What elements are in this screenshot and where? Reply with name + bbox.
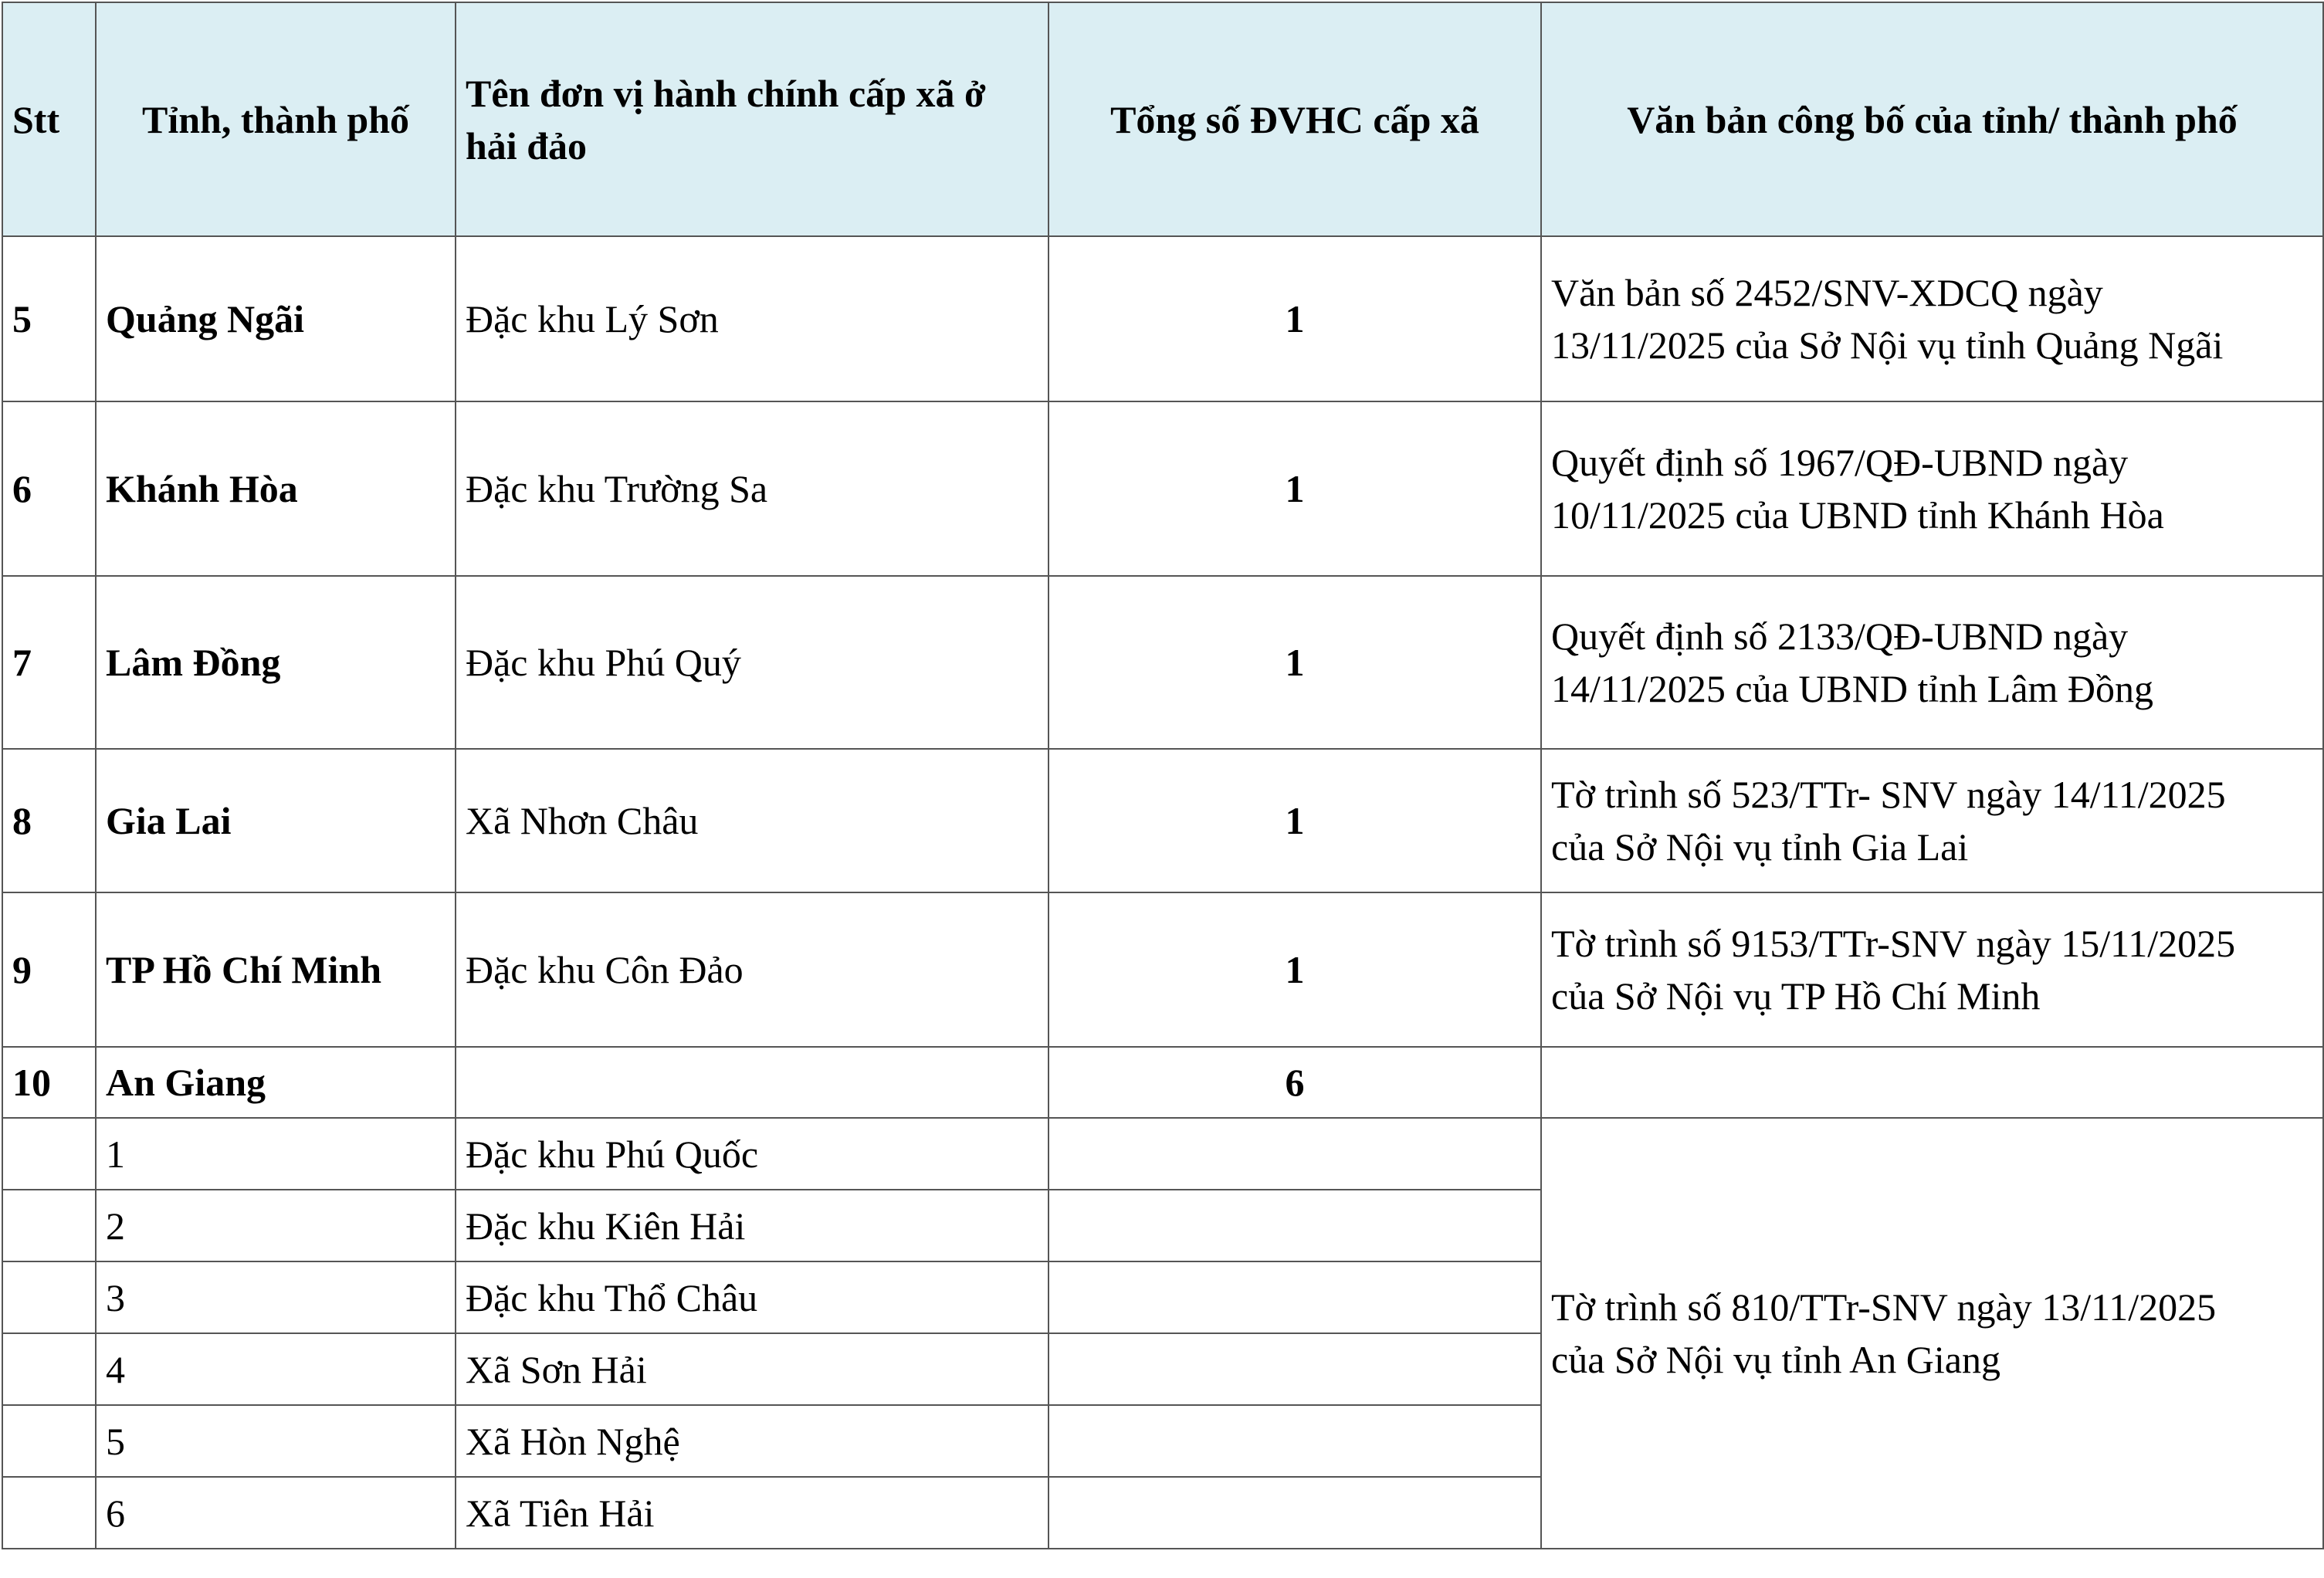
stt-cell: 6 — [2, 401, 96, 576]
total-cell — [1049, 1190, 1541, 1261]
total-cell — [1049, 1261, 1541, 1333]
sub-number-cell: 4 — [96, 1333, 456, 1405]
stt-cell — [2, 1333, 96, 1405]
sub-number-cell: 1 — [96, 1118, 456, 1190]
island-units-table — [2, 2, 2324, 1549]
unit-name-cell: Xã Tiên Hải — [456, 1477, 1049, 1549]
total-cell — [1049, 1333, 1541, 1405]
header-unit-name: Tên đơn vị hành chính cấp xã ở hải đảo — [456, 2, 1049, 236]
stt-cell — [2, 1261, 96, 1333]
unit-name-cell: Đặc khu Trường Sa — [456, 401, 1049, 576]
document-cell — [1541, 236, 2323, 401]
total-cell — [1049, 1118, 1541, 1190]
unit-name-cell: Đặc khu Phú Quốc — [456, 1118, 1049, 1190]
document-cell — [1541, 576, 2323, 749]
document-cell — [1541, 749, 2323, 892]
document-line: của Sở Nội vụ tỉnh An Giang — [1551, 1338, 2000, 1381]
total-cell — [1049, 1405, 1541, 1477]
document-line: Văn bản số 2452/SNV-XDCQ ngày — [1551, 271, 2103, 314]
total-cell — [1049, 1477, 1541, 1549]
table-header-row — [2, 2, 2323, 236]
document-line: 10/11/2025 của UBND tỉnh Khánh Hòa — [1551, 493, 2164, 537]
sub-number-cell: 3 — [96, 1261, 456, 1333]
table-row — [2, 1047, 2323, 1118]
header-total: Tổng số ĐVHC cấp xã — [1049, 2, 1541, 236]
unit-name-cell: Đặc khu Thổ Châu — [456, 1261, 1049, 1333]
stt-cell: 9 — [2, 892, 96, 1047]
stt-cell: 7 — [2, 576, 96, 749]
unit-name-cell: Đặc khu Phú Quý — [456, 576, 1049, 749]
document-line: Quyết định số 1967/QĐ-UBND ngày — [1551, 441, 2129, 484]
unit-name-cell — [456, 1047, 1049, 1118]
document-line: Tờ trình số 9153/TTr-SNV ngày 15/11/2025 — [1551, 922, 2236, 965]
document-cell — [1541, 892, 2323, 1047]
total-cell: 1 — [1049, 236, 1541, 401]
document-line: của Sở Nội vụ TP Hồ Chí Minh — [1551, 974, 2041, 1018]
stt-cell — [2, 1405, 96, 1477]
header-document: Văn bản công bố của tỉnh/ thành phố — [1541, 2, 2323, 236]
document-line: Tờ trình số 810/TTr-SNV ngày 13/11/2025 — [1551, 1285, 2217, 1329]
total-cell: 1 — [1049, 576, 1541, 749]
province-cell: An Giang — [96, 1047, 456, 1118]
document-line: 14/11/2025 của UBND tỉnh Lâm Đồng — [1551, 667, 2154, 710]
stt-cell: 10 — [2, 1047, 96, 1118]
sub-number-cell: 6 — [96, 1477, 456, 1549]
province-cell: Gia Lai — [96, 749, 456, 892]
document-line: 13/11/2025 của Sở Nội vụ tỉnh Quảng Ngãi — [1551, 323, 2224, 367]
total-cell: 1 — [1049, 892, 1541, 1047]
header-province: Tỉnh, thành phố — [96, 2, 456, 236]
document-line: Tờ trình số 523/TTr- SNV ngày 14/11/2025 — [1551, 773, 2226, 816]
header-stt: Stt — [2, 2, 96, 236]
document-cell — [1541, 401, 2323, 576]
table-row — [2, 576, 2323, 749]
sub-number-cell: 2 — [96, 1190, 456, 1261]
unit-name-cell: Xã Sơn Hải — [456, 1333, 1049, 1405]
unit-name-cell: Đặc khu Kiên Hải — [456, 1190, 1049, 1261]
total-cell: 6 — [1049, 1047, 1541, 1118]
province-cell: Lâm Đồng — [96, 576, 456, 749]
stt-cell — [2, 1118, 96, 1190]
document-cell — [1541, 1118, 2323, 1549]
document-cell — [1541, 1047, 2323, 1118]
document-line: của Sở Nội vụ tỉnh Gia Lai — [1551, 825, 1969, 869]
unit-name-cell: Đặc khu Côn Đảo — [456, 892, 1049, 1047]
table-row — [2, 892, 2323, 1047]
table-row — [2, 749, 2323, 892]
stt-cell: 8 — [2, 749, 96, 892]
unit-name-cell: Đặc khu Lý Sơn — [456, 236, 1049, 401]
stt-cell: 5 — [2, 236, 96, 401]
province-cell: TP Hồ Chí Minh — [96, 892, 456, 1047]
table-row — [2, 236, 2323, 401]
stt-cell — [2, 1190, 96, 1261]
table-row — [2, 401, 2323, 576]
total-cell: 1 — [1049, 401, 1541, 576]
total-cell: 1 — [1049, 749, 1541, 892]
province-cell: Quảng Ngãi — [96, 236, 456, 401]
unit-name-cell: Xã Hòn Nghệ — [456, 1405, 1049, 1477]
sub-number-cell: 5 — [96, 1405, 456, 1477]
table-row-sub — [2, 1118, 2323, 1190]
unit-name-cell: Xã Nhơn Châu — [456, 749, 1049, 892]
document-line: Quyết định số 2133/QĐ-UBND ngày — [1551, 615, 2129, 658]
province-cell: Khánh Hòa — [96, 401, 456, 576]
stt-cell — [2, 1477, 96, 1549]
